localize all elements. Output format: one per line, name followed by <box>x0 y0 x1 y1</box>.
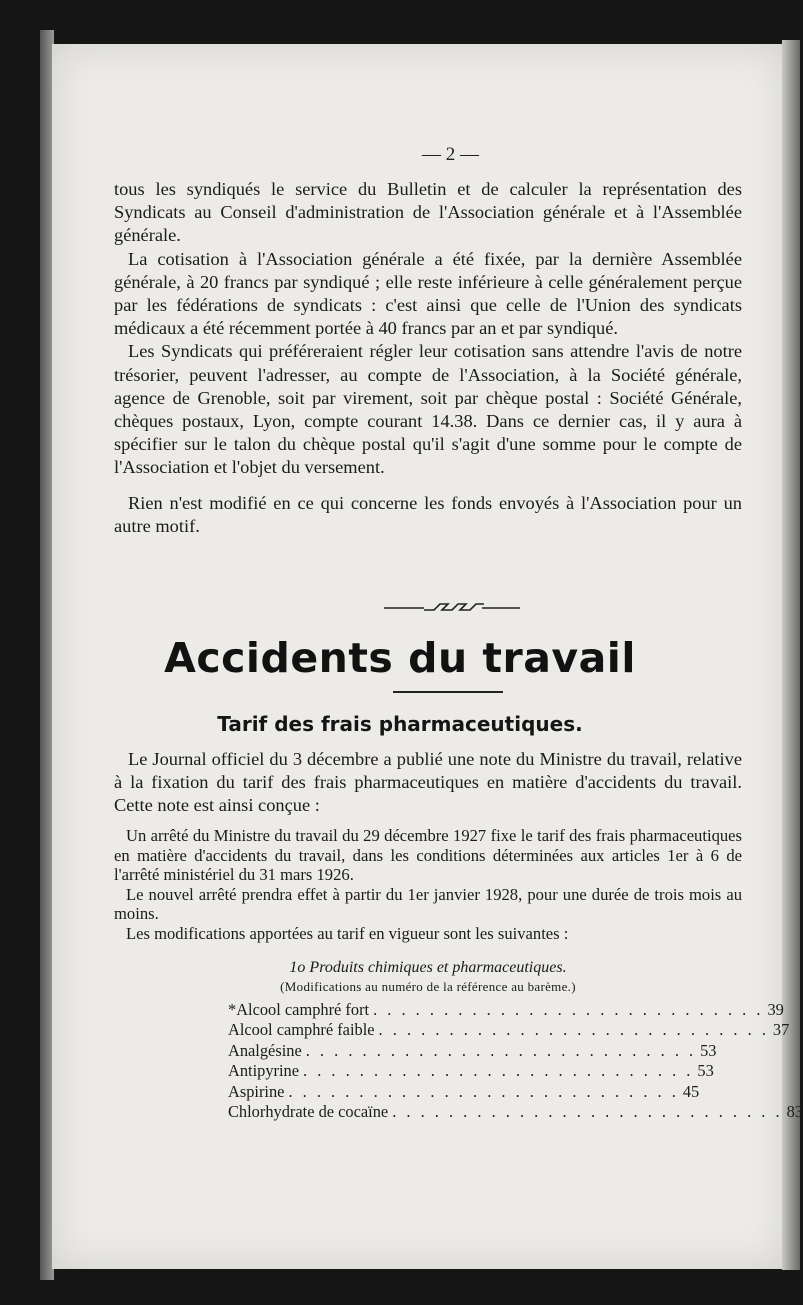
table-row: Antipyrine . . . . . . . . . . . . . . . . . . . . . . . . . . . . 53 <box>228 1061 714 1081</box>
price-table <box>228 1000 803 1122</box>
section-ornament <box>384 598 520 618</box>
intro-paragraph-2: La cotisation à l'Association générale a été fixée, par la dernière Assemblée générale, à 20 francs par syndiqué ; elle reste inférieure à celle généralement perçue par les fédérations de syndicats : c'est ainsi que celle de l'Union des syndicats médicaux a été récemment portée à 40 francs par an et par syndiqué. <box>114 248 742 339</box>
title-rule <box>393 691 503 693</box>
table-heading: 1o Produits chimiques et pharmaceutiques. <box>289 959 567 976</box>
quoted-note <box>114 826 742 943</box>
row-name: *Alcool camphré fort <box>228 1000 370 1019</box>
row-ref: 39 <box>767 1000 784 1019</box>
table-subheading: (Modifications au numéro de la référence au barème.) <box>280 979 576 994</box>
section-subtitle: Tarif des frais pharmaceutiques. <box>217 712 583 736</box>
row-ref: 53 <box>697 1061 714 1081</box>
row-name: Chlorhydrate de cocaïne <box>228 1102 389 1122</box>
intro-paragraph-4: Rien n'est modifié en ce qui concerne les fonds envoyés à l'Association pour un autre motif. <box>114 492 742 536</box>
table-row: Analgésine . . . . . . . . . . . . . . . . . . . . . . . . . . . . 53 <box>228 1040 717 1060</box>
row-name: Aspirine <box>228 1081 285 1101</box>
body-text <box>114 748 742 818</box>
page-number: — 2 — <box>422 144 479 165</box>
row-name: Analgésine <box>228 1040 302 1060</box>
section-title: Accidents du travail <box>164 634 636 682</box>
row-ref: 83 <box>786 1102 803 1122</box>
intro-text <box>114 178 742 538</box>
row-name: Alcool camphré faible <box>228 1020 375 1040</box>
intro-paragraph-1: tous les syndiqués le service du Bulletin et de calculer la représentation des Syndicats au Conseil d'administration de l'Association générale et à l'Assemblée générale. <box>114 179 742 246</box>
table-row: Aspirine . . . . . . . . . . . . . . . . . . . . . . . . . . . . 45 <box>228 1081 700 1101</box>
table-caption <box>114 958 742 996</box>
intro-paragraph-3: Les Syndicats qui préféreraient régler leur cotisation sans attendre l'avis de notre trésorier, peuvent l'adresser, au compte de l'Association, à la Société générale, agence de Grenoble, soit par virement, soit par chèque postal : Société Générale, chèques postaux, Lyon, compte courant 14.38. Dans ce dernier cas, il y aura à spécifier sur le talon du chèque postal qu'il s'agit d'une somme pour le compte de l'Association et l'objet du versement. <box>114 341 742 478</box>
row-ref: 37 <box>772 1020 790 1040</box>
table-row: Chlorhydrate de cocaïne . . . . . . . . . . . . . . . . . . . . . . . . . . . . 83 <box>228 1102 803 1122</box>
note-paragraph-2: Le nouvel arrêté prendra effet à partir du 1er janvier 1928, pour une durée de trois mois au moins. <box>114 884 742 923</box>
body-paragraph: Le Journal officiel du 3 décembre a publié une note du Ministre du travail, relative à la fixation du tarif des frais pharmaceutiques en matière d'accidents du travail. Cette note est ainsi conçue : <box>114 749 742 816</box>
row-name: Antipyrine <box>228 1061 300 1081</box>
row-ref: 53 <box>700 1040 717 1060</box>
table-row: *Alcool camphré fort . . . . . . . . . . . . . . . . . . . . . . . . . . . . 39 <box>228 1000 784 1019</box>
table-row: Alcool camphré faible . . . . . . . . . . . . . . . . . . . . . . . . . . . . 37 <box>228 1020 790 1040</box>
note-paragraph-3: Les modifications apportées au tarif en vigueur sont les suivantes : <box>126 923 569 943</box>
note-paragraph-1: Un arrêté du Ministre du travail du 29 décembre 1927 fixe le tarif des frais pharmaceutiques en matière d'accidents du travail, dans les conditions déterminées aux articles 1er à 6 de l'arrêté ministériel du 31 mars 1926. <box>114 826 742 884</box>
row-ref: 45 <box>682 1081 700 1101</box>
